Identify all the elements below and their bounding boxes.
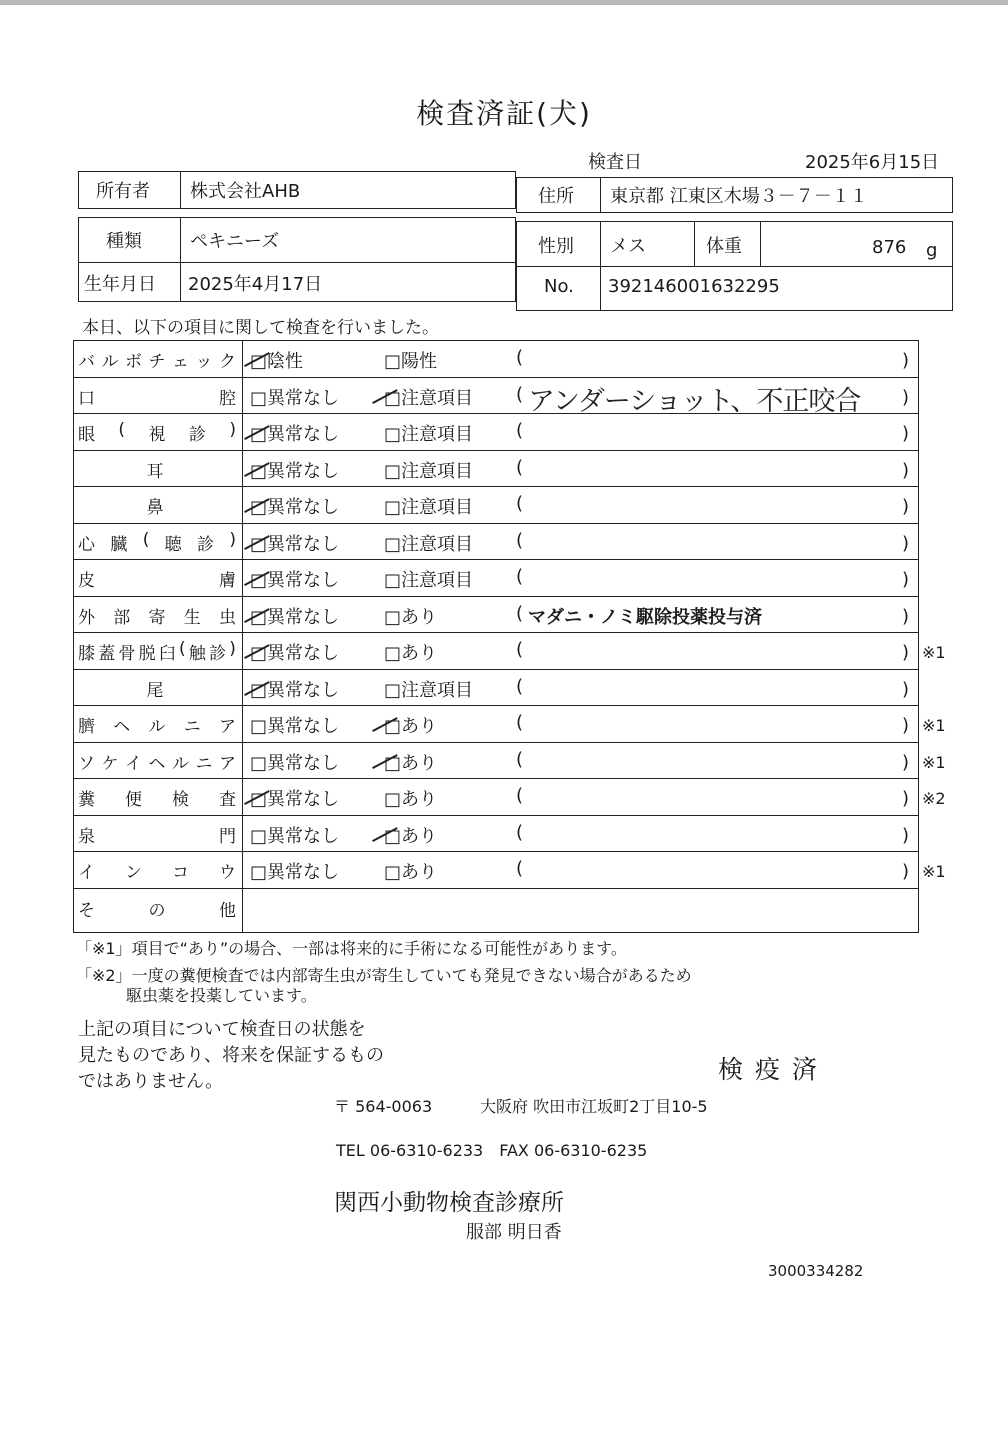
exam-item-name bbox=[78, 530, 236, 555]
open-paren: ( bbox=[516, 529, 524, 551]
exam-item-char: ル bbox=[101, 352, 119, 372]
exam-item-char: 聴 bbox=[164, 534, 182, 555]
divider bbox=[600, 177, 601, 212]
exam-item-char: 便 bbox=[125, 790, 142, 810]
row-divider bbox=[73, 450, 918, 451]
option-normal: □異常なし bbox=[250, 387, 340, 409]
open-paren: ( bbox=[516, 456, 524, 478]
exam-item-char: ニ bbox=[183, 717, 201, 737]
exam-item-char: ケ bbox=[101, 753, 119, 774]
scan-top-edge bbox=[0, 0, 1008, 5]
option-finding: □注意項目 bbox=[384, 533, 474, 555]
row-divider bbox=[73, 705, 918, 706]
row-divider bbox=[73, 669, 918, 670]
footnote-mark: ※2 bbox=[922, 789, 946, 808]
exam-item-char: 寄 bbox=[148, 607, 166, 628]
open-paren: ( bbox=[516, 420, 524, 441]
option-normal: □異常なし bbox=[250, 643, 340, 664]
weight-value: 876 bbox=[872, 237, 907, 258]
exam-item-name: 尾 bbox=[146, 680, 164, 701]
option-normal: □異常なし bbox=[250, 424, 340, 445]
option-finding: □あり bbox=[384, 643, 438, 664]
exam-item-char: 脱 bbox=[138, 644, 156, 664]
exam-item-name bbox=[78, 822, 236, 847]
exam-item-char: チ bbox=[148, 352, 166, 372]
divider bbox=[694, 221, 695, 267]
option-normal: □異常なし bbox=[250, 460, 340, 482]
exam-item-char: ェ bbox=[172, 352, 189, 372]
exam-item-char: 膚 bbox=[219, 571, 236, 591]
exam-item-char: 糞 bbox=[78, 790, 95, 810]
option-normal: □異常なし bbox=[250, 533, 340, 555]
page-title: 検査済証(犬) bbox=[416, 97, 592, 130]
option-finding: □注意項目 bbox=[384, 570, 474, 591]
exam-item-name bbox=[78, 384, 236, 409]
other-label-char: 他 bbox=[219, 901, 236, 921]
exam-date-label: 検査日 bbox=[588, 152, 642, 173]
exam-item-char: ル bbox=[172, 753, 189, 774]
breed-label: 種類 bbox=[106, 231, 142, 252]
exam-item-name bbox=[78, 858, 236, 883]
clinic-person: 服部 明日香 bbox=[466, 1222, 562, 1243]
birth-label: 生年月日 bbox=[84, 274, 156, 295]
exam-item-char: ル bbox=[148, 717, 166, 737]
option-finding: □あり bbox=[384, 716, 438, 737]
exam-item-name bbox=[78, 749, 236, 774]
exam-item-char: ッ bbox=[195, 352, 213, 372]
breed-value: ペキニーズ bbox=[190, 231, 280, 252]
address-value: 東京都 江東区木場３－７－１１ bbox=[610, 186, 868, 207]
footnote-mark: ※1 bbox=[922, 752, 946, 772]
weight-unit: g bbox=[926, 240, 938, 261]
open-paren: ( bbox=[516, 566, 524, 587]
exam-item-name: 鼻 bbox=[146, 498, 164, 518]
row-divider bbox=[73, 851, 918, 852]
exam-date-value: 2025年6月15日 bbox=[805, 152, 940, 173]
exam-item-char: ヘ bbox=[113, 717, 131, 737]
exam-item-char: ) bbox=[229, 420, 236, 440]
open-paren: ( bbox=[516, 675, 524, 697]
exam-item-name bbox=[78, 603, 236, 628]
exam-item-char: イ bbox=[125, 753, 142, 774]
close-paren: ) bbox=[902, 642, 910, 663]
weight-label: 体重 bbox=[706, 236, 742, 257]
clinic-name: 関西小動物検査診療所 bbox=[334, 1190, 564, 1216]
exam-item-char: 蓋 bbox=[98, 644, 116, 664]
open-paren: ( bbox=[516, 712, 524, 733]
exam-item-char: 診 bbox=[188, 425, 206, 445]
exam-item-char: ( bbox=[179, 639, 186, 659]
exam-item-char: 臍 bbox=[78, 717, 95, 737]
exam-item-char: 心 bbox=[78, 534, 95, 555]
exam-item-char: ア bbox=[219, 753, 236, 774]
row-divider bbox=[73, 596, 918, 597]
close-paren: ) bbox=[902, 715, 910, 736]
divider bbox=[516, 266, 952, 267]
close-paren: ) bbox=[902, 386, 910, 408]
exam-item-char: コ bbox=[172, 863, 189, 883]
exam-item-char: 診 bbox=[197, 534, 215, 555]
open-paren: ( bbox=[516, 821, 524, 843]
exam-item-char: 診 bbox=[209, 644, 227, 664]
footnote-2b: 駆虫薬を投薬しています。 bbox=[126, 986, 317, 1005]
sex-label: 性別 bbox=[538, 236, 574, 257]
exam-item-char: 臓 bbox=[110, 534, 128, 555]
exam-item-char: ク bbox=[219, 352, 236, 372]
intro-text: 本日、以下の項目に関して検査を行いました。 bbox=[82, 318, 439, 338]
close-paren: ) bbox=[902, 569, 910, 590]
footnote-2a: 「※2」一度の糞便検査では内部寄生虫が寄生していても発見できない場合があるため bbox=[76, 966, 692, 985]
exam-item-name bbox=[78, 347, 236, 372]
row-divider bbox=[73, 888, 918, 889]
disclaimer-line-2: 見たものであり、将来を保証するもの bbox=[78, 1045, 384, 1066]
close-paren: ) bbox=[902, 423, 910, 444]
footnote-mark: ※1 bbox=[922, 716, 946, 735]
open-paren: ( bbox=[516, 347, 524, 368]
exam-item-char: 眼 bbox=[78, 425, 95, 445]
footnote-mark: ※1 bbox=[922, 862, 946, 881]
close-paren: ) bbox=[902, 824, 910, 846]
exam-item-char: ( bbox=[142, 529, 150, 550]
option-finding: □注意項目 bbox=[384, 460, 474, 482]
exam-item-name bbox=[78, 566, 236, 591]
other-label-char: の bbox=[148, 901, 166, 921]
open-paren: ( bbox=[516, 493, 524, 514]
exam-item-char: ウ bbox=[219, 863, 236, 883]
sex-value: メス bbox=[610, 236, 646, 257]
option-normal: □異常なし bbox=[250, 862, 340, 883]
disclaimer-line-1: 上記の項目について検査日の状態を bbox=[78, 1019, 366, 1040]
no-value: 392146001632295 bbox=[608, 276, 780, 297]
owner-label: 所有者 bbox=[96, 181, 150, 202]
option-finding: □あり bbox=[384, 825, 438, 847]
option-normal: □異常なし bbox=[250, 716, 340, 737]
exam-item-char: 臼 bbox=[158, 644, 176, 664]
option-finding: □注意項目 bbox=[384, 424, 474, 445]
divider bbox=[180, 217, 181, 301]
exam-item-char: 視 bbox=[148, 425, 166, 445]
open-paren: ( bbox=[516, 639, 524, 660]
birth-value: 2025年4月17日 bbox=[188, 274, 323, 295]
row-divider bbox=[73, 486, 918, 487]
exam-item-char: 口 bbox=[78, 388, 95, 409]
row-divider bbox=[73, 632, 918, 633]
exam-item-char: 泉 bbox=[78, 826, 95, 847]
other-label-char: そ bbox=[78, 901, 95, 921]
close-paren: ) bbox=[902, 861, 910, 882]
option-normal: □異常なし bbox=[250, 825, 340, 847]
option-finding: □あり bbox=[384, 789, 438, 810]
exam-item-char: 外 bbox=[78, 607, 95, 628]
close-paren: ) bbox=[902, 459, 910, 481]
inspection-stamp: 検 疫 済 bbox=[718, 1055, 819, 1084]
row-divider bbox=[73, 815, 918, 816]
exam-item-char: ニ bbox=[195, 753, 213, 774]
no-label: No. bbox=[544, 276, 574, 297]
divider bbox=[600, 221, 601, 310]
finding-note: アンダーショット、不正咬合 bbox=[528, 385, 861, 417]
divider bbox=[760, 221, 761, 267]
open-paren: ( bbox=[516, 748, 524, 770]
exam-item-char: ( bbox=[118, 420, 126, 440]
row-divider bbox=[73, 523, 918, 524]
open-paren: ( bbox=[516, 785, 524, 806]
option-normal: □異常なし bbox=[250, 752, 340, 774]
finding-note: マダニ・ノミ駆除投薬投与済 bbox=[528, 606, 762, 628]
exam-item-name: 耳 bbox=[146, 461, 164, 482]
exam-item-char: ヘ bbox=[148, 753, 166, 774]
option-normal: □異常なし bbox=[250, 606, 340, 628]
exam-item-char: ソ bbox=[78, 753, 95, 774]
exam-item-char: 膝 bbox=[78, 644, 95, 664]
row-divider bbox=[73, 559, 918, 560]
option-normal: □陰性 bbox=[250, 351, 304, 372]
exam-item-char: ) bbox=[229, 639, 236, 659]
option-finding: □注意項目 bbox=[384, 387, 474, 409]
exam-item-char: 生 bbox=[183, 607, 201, 628]
exam-item-name bbox=[78, 639, 236, 664]
exam-item-name bbox=[78, 785, 236, 810]
close-paren: ) bbox=[902, 751, 910, 773]
other-label-wrap bbox=[78, 896, 236, 921]
exam-item-char: ボ bbox=[125, 352, 142, 372]
row-divider bbox=[73, 742, 918, 743]
close-paren: ) bbox=[902, 605, 910, 627]
owner-value: 株式会社AHB bbox=[190, 181, 301, 202]
footnote-1: 「※1」項目で“あり”の場合、一部は将来的に手術になる可能性があります。 bbox=[76, 939, 627, 958]
option-finding: □あり bbox=[384, 862, 438, 883]
divider bbox=[180, 171, 181, 208]
exam-item-char: 検 bbox=[172, 790, 189, 810]
row-divider bbox=[73, 377, 918, 378]
option-normal: □異常なし bbox=[250, 789, 340, 810]
exam-item-char: 骨 bbox=[118, 644, 136, 664]
exam-item-name bbox=[78, 712, 236, 737]
option-finding: □陽性 bbox=[384, 351, 438, 372]
option-finding: □あり bbox=[384, 752, 438, 774]
disclaimer-line-3: ではありません。 bbox=[78, 1071, 224, 1092]
divider bbox=[78, 262, 515, 263]
option-normal: □異常なし bbox=[250, 570, 340, 591]
option-finding: □注意項目 bbox=[384, 679, 474, 701]
exam-item-char: 触 bbox=[188, 644, 206, 664]
option-normal: □異常なし bbox=[250, 679, 340, 701]
open-paren: ( bbox=[516, 858, 524, 879]
option-finding: □注意項目 bbox=[384, 497, 474, 518]
footnote-mark: ※1 bbox=[922, 643, 946, 662]
address-label: 住所 bbox=[538, 186, 574, 207]
exam-item-char: 査 bbox=[219, 790, 236, 810]
clinic-address: 大阪府 吹田市江坂町2丁目10-5 bbox=[480, 1097, 708, 1116]
clinic-postal: 〒 564-0063 bbox=[334, 1097, 433, 1116]
close-paren: ) bbox=[902, 496, 910, 517]
exam-item-char: 皮 bbox=[78, 571, 95, 591]
close-paren: ) bbox=[902, 350, 910, 371]
exam-item-char: ア bbox=[219, 717, 236, 737]
close-paren: ) bbox=[902, 788, 910, 809]
exam-item-char: 虫 bbox=[219, 607, 236, 628]
exam-item-char: イ bbox=[78, 863, 95, 883]
other-label bbox=[78, 896, 236, 921]
exam-item-name bbox=[78, 420, 236, 445]
exam-item-char: バ bbox=[78, 352, 95, 372]
exam-item-char: 腔 bbox=[219, 388, 236, 409]
clinic-phone: TEL 06-6310-6233 FAX 06-6310-6235 bbox=[336, 1141, 648, 1160]
row-divider bbox=[73, 778, 918, 779]
close-paren: ) bbox=[902, 678, 910, 700]
open-paren: ( bbox=[516, 602, 524, 624]
close-paren: ) bbox=[902, 532, 910, 554]
exam-item-char: 部 bbox=[113, 607, 131, 628]
option-finding: □あり bbox=[384, 606, 438, 628]
exam-item-char: ) bbox=[229, 529, 236, 550]
document-id: 3000334282 bbox=[768, 1262, 864, 1280]
exam-item-char: ン bbox=[125, 863, 142, 883]
exam-item-char: 門 bbox=[219, 826, 236, 847]
open-paren: ( bbox=[516, 383, 524, 405]
option-normal: □異常なし bbox=[250, 497, 340, 518]
